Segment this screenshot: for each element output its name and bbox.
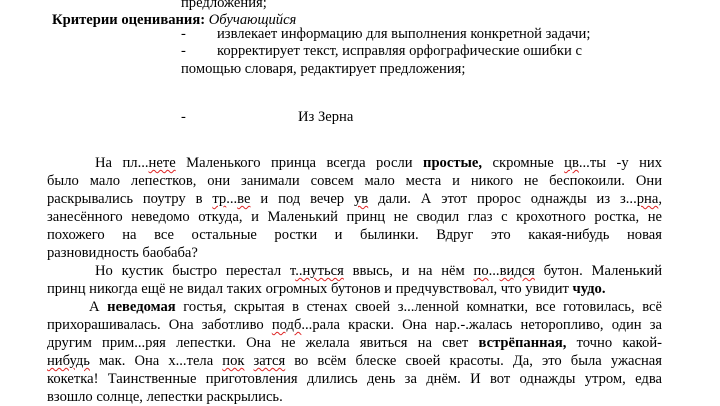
p1-line-4: занесённого неведомо откуда, и Маленький принц не сводил глаз с крохотного ростка, не bbox=[47, 209, 662, 225]
p3-line-5: кокетка! Таинственные приготовления длились день за днём. И вот однажды утром, едва bbox=[47, 371, 662, 387]
p1-line-1: На пл...нете Маленького принца всегда росли простые, скромные цв...ты -у них bbox=[95, 155, 663, 171]
criteria-item-2: корректирует текст, исправляя орфографические ошибки с bbox=[217, 43, 582, 59]
criteria-dash-1: - bbox=[181, 26, 186, 42]
p1-line-3: раскрывались поутру в тр...ве и под вечер ув дали. А этот пророс однажды из з...рна, bbox=[47, 191, 662, 207]
p2-line-2: принц никогда ещё не видал таких огромных бутонов и предчувствовал, что увидит чудо. bbox=[47, 281, 606, 297]
p3-line-6: взошло солнце, лепестки раскрылись. bbox=[47, 389, 283, 405]
p1-line-2: было мало лепестков, они занимали совсем мало места и никого не беспокоили. Они bbox=[47, 173, 662, 189]
top-line: предложения; bbox=[181, 0, 267, 11]
p3-line-3: другим прим...ряя лепестки. Она не желала явиться на свет встрёпанная, точно какой- bbox=[47, 335, 662, 351]
criteria-subject: Обучающийся bbox=[208, 12, 297, 28]
p1-line-5: похожего на все остальные ростки и былинки. Вдруг это какая-нибудь новая bbox=[47, 227, 662, 243]
criteria-item-1: извлекает информацию для выполнения конкретной задачи; bbox=[217, 26, 591, 42]
heading-dash: - bbox=[181, 109, 186, 125]
criteria-item-3: помощью словаря, редактирует предложения; bbox=[181, 61, 466, 77]
p3-line-1: А неведомая гостья, скрытая в стенах своей з...ленной комнатки, все готовилась, всё bbox=[89, 299, 662, 315]
criteria-dash-2: - bbox=[181, 43, 186, 59]
text-heading: Из Зерна bbox=[298, 109, 354, 125]
p1-line-6: разновидность баобаба? bbox=[47, 245, 198, 261]
p2-line-1: Но кустик быстро перестал т..нуться ввысь, и на нём по...видся бутон. Маленький bbox=[95, 263, 663, 279]
criteria-label: Критерии оценивания: bbox=[52, 12, 206, 28]
p3-line-2: прихорашивалась. Она заботливо подб...рала краски. Она нар.-.жалась неторопливо, один за bbox=[47, 317, 662, 333]
p3-line-4: нибудь мак. Она х...тела пок затся во всём блеске своей красоты. Да, это была ужасная bbox=[47, 353, 662, 369]
